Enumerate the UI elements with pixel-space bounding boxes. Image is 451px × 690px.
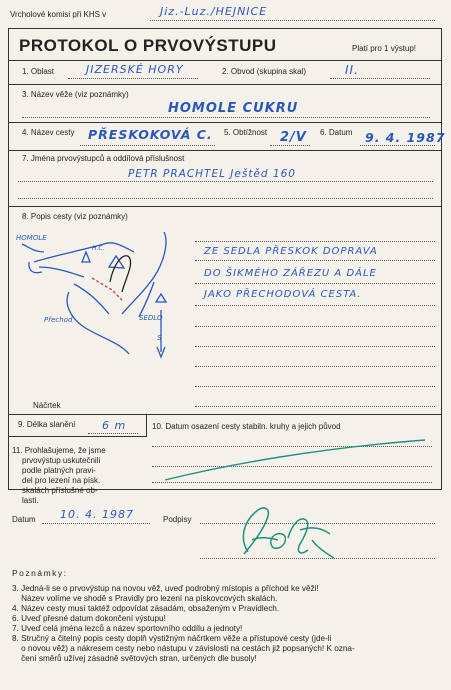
description-line-3: JAKO PŘECHODOVÁ CESTA. (204, 289, 362, 300)
tower-label: 3. Název věže (viz poznámky) (22, 90, 129, 99)
declaration-text: 11. Prohlašujeme, že jsme prvovýstup uskutečnili podle platných pravi- del pro lezení na písk. skalách příslušné ob- lasti. (12, 446, 106, 505)
note-item: Název volíme ve shodě s Pravidly pro lezení na pískovcových skalách. (12, 594, 278, 603)
notes-heading: Poznámky: (12, 568, 68, 578)
date-value: 9. 4. 1987 (365, 130, 446, 145)
note-item: 3. Jedná-li se o prvovýstup na novou věž, uveď podrobný místopis a příchod ke věži! (12, 584, 319, 593)
sketch-label-homole: HOMOLE (16, 234, 47, 242)
description-label: 8. Popis cesty (viz poznámky) (22, 212, 128, 221)
declaration-date-value: 10. 4. 1987 (60, 508, 134, 521)
description-line-1: ZE SEDLA PŘESKOK DOPRAVA (204, 246, 378, 257)
area-label: 1. Oblast (22, 67, 55, 76)
sketch-label-prechod: Přechod (44, 316, 73, 324)
area-value: JIZERSKÉ HORY (86, 63, 184, 76)
rappel-value: 6 m (102, 419, 127, 432)
sketch-label-hc: H.C. (92, 245, 105, 252)
declaration-date-label: Datum (12, 515, 36, 524)
route-value: PŘESKOKOVÁ C. (88, 127, 213, 142)
tower-value: HOMOLE CUKRU (168, 101, 299, 116)
route-sketch (14, 222, 194, 392)
note-item: čení směrů užívej zásadně světových stran, určených dle busoly! (12, 654, 257, 663)
route-label: 4. Název cesty (22, 128, 75, 137)
rappel-label: 9. Délka slanění (18, 420, 76, 429)
note-item: 4. Název cesty musí taktéž odpovídat zásadám, obsaženým v Pravidlech. (12, 604, 280, 613)
difficulty-value: 2/V (280, 130, 307, 145)
committee-value: Jiz.-Luz./HEJNICE (160, 5, 268, 18)
climbers-label: 7. Jména prvovýstupců a oddílová příslušnost (22, 154, 185, 163)
date-label: 6. Datum (320, 128, 353, 137)
sketch-label-s: S (157, 334, 162, 342)
note-item: 6. Uveď přesné datum dokončení výstupu! (12, 614, 166, 623)
district-value: II. (345, 63, 359, 77)
note-item: o novou věž) a nákresem cesty nebo nástupu v závislosti na cestách již popsaných! K ozna- (12, 644, 355, 653)
sketch-label-sedlo: SEDLO (139, 314, 163, 322)
committee-prefix: Vrcholové komisi při KHS v (10, 10, 107, 19)
signatures-label: Podpisy (163, 515, 192, 524)
bolts-cancel-stroke (160, 436, 430, 486)
notes-list (12, 584, 442, 664)
climbers-value: PETR PRACHTEL Ještěd 160 (128, 168, 296, 180)
sketch-label: Náčrtek (33, 401, 61, 410)
note-item: 8. Stručný a čitelný popis cesty doplň výstižným náčrtkem věže a přístupové cesty (jde-li (12, 634, 332, 643)
signature (230, 500, 340, 562)
page-title: PROTOKOL O PRVOVÝSTUPU (19, 36, 277, 55)
description-line-2: DO ŠIKMÉHO ZÁŘEZU A DÁLE (204, 268, 377, 279)
district-label: 2. Obvod (skupina skal) (222, 67, 307, 76)
validity-note: Platí pro 1 výstup! (352, 44, 417, 53)
note-item: 7. Uveď celá jména lezců a název sportovního oddílu a jednoty! (12, 624, 243, 633)
bolts-label: 10. Datum osazení cesty stabiln. kruhy a jejich původ (152, 422, 341, 431)
difficulty-label: 5. Obtížnost (224, 128, 268, 137)
